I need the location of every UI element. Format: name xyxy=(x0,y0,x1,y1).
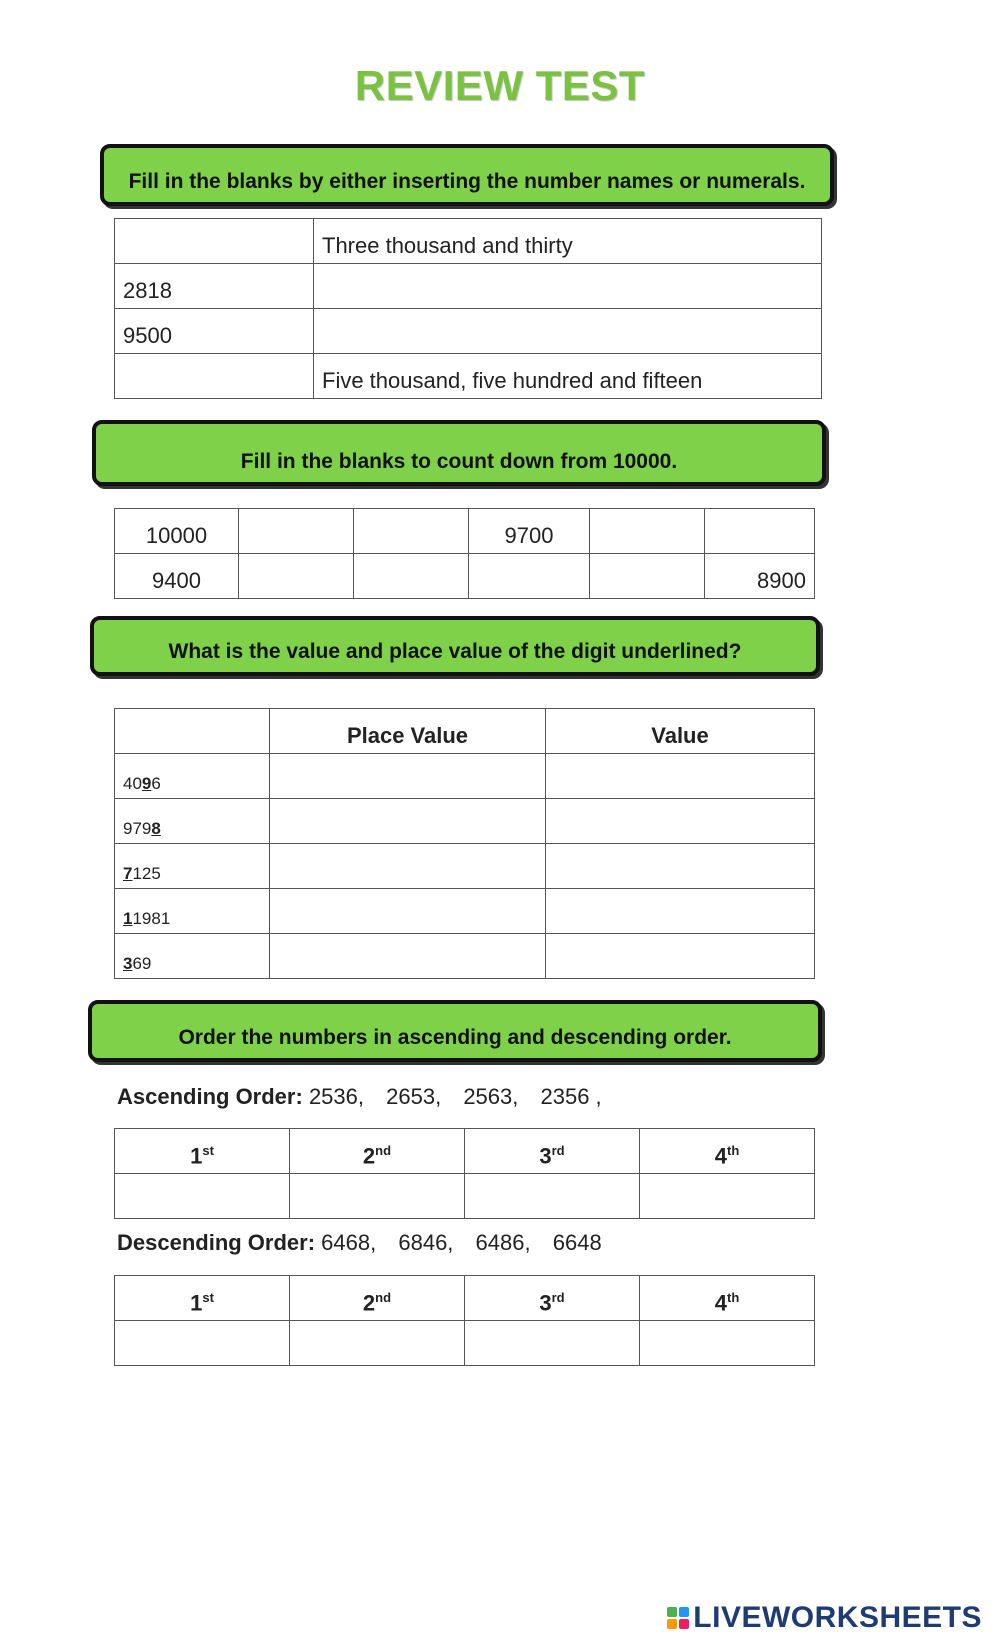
underlined-digit: 7 xyxy=(123,864,133,883)
section2-instruction: Fill in the blanks to count down from 10000. xyxy=(240,450,678,473)
ordinal-header: 3rd xyxy=(465,1276,640,1321)
section4-instruction: Order the numbers in ascending and descending order. xyxy=(178,1026,732,1049)
numeral-cell[interactable]: 2818 xyxy=(115,264,314,309)
numeral-cell[interactable]: 9500 xyxy=(115,309,314,354)
number-cell xyxy=(115,844,270,889)
count-cell[interactable]: 10000 xyxy=(115,509,239,554)
ascending-answer[interactable] xyxy=(465,1174,640,1219)
descending-number: 6486, xyxy=(475,1230,531,1255)
brand-name: LIVEWORKSHEETS xyxy=(693,1601,982,1634)
number-cell xyxy=(115,799,270,844)
ordinal-header: 2nd xyxy=(290,1276,465,1321)
section4-instruction-banner xyxy=(88,1000,822,1062)
place-value-table xyxy=(114,708,815,979)
section3-instruction: What is the value and place value of the digit underlined? xyxy=(168,640,742,663)
place-value-answer[interactable] xyxy=(270,889,546,934)
count-cell[interactable] xyxy=(469,554,590,599)
descending-answer[interactable] xyxy=(640,1321,815,1366)
section1-instruction: Fill in the blanks by either inserting the number names or numerals. xyxy=(128,170,806,193)
underlined-digit: 3 xyxy=(123,954,133,973)
ascending-number: 2563, xyxy=(463,1084,519,1109)
descending-number: 6648 xyxy=(552,1230,602,1255)
digits-before: 40 xyxy=(123,774,142,793)
section3-instruction-banner xyxy=(90,616,820,676)
ordinal-header: 1st xyxy=(115,1129,290,1174)
underlined-digit: 1 xyxy=(123,909,133,928)
ordinal-header: 3rd xyxy=(465,1129,640,1174)
value-answer[interactable] xyxy=(546,799,815,844)
count-cell[interactable]: 8900 xyxy=(705,554,815,599)
name-cell[interactable] xyxy=(314,264,822,309)
count-cell[interactable] xyxy=(239,509,354,554)
count-cell[interactable] xyxy=(239,554,354,599)
descending-number: 6468, xyxy=(321,1230,377,1255)
count-cell[interactable]: 9700 xyxy=(469,509,590,554)
descending-table xyxy=(114,1275,815,1366)
place-value-answer[interactable] xyxy=(270,934,546,979)
ordinal-header: 4th xyxy=(640,1276,815,1321)
ascending-number: 2653, xyxy=(386,1084,442,1109)
number-cell xyxy=(115,754,270,799)
value-header: Value xyxy=(546,709,815,754)
ascending-number: 2356 , xyxy=(540,1084,602,1109)
count-cell[interactable] xyxy=(590,554,705,599)
digits-after: 1981 xyxy=(132,909,171,928)
liveworksheets-logo[interactable] xyxy=(667,1601,982,1635)
ascending-number: 2536, xyxy=(308,1084,364,1109)
value-answer[interactable] xyxy=(546,844,815,889)
logo-icon xyxy=(667,1607,689,1629)
ascending-label: Ascending Order: xyxy=(117,1084,303,1109)
ascending-answer[interactable] xyxy=(640,1174,815,1219)
value-answer[interactable] xyxy=(546,754,815,799)
section2-instruction-banner xyxy=(92,420,826,486)
ascending-table xyxy=(114,1128,815,1219)
ascending-line xyxy=(117,1084,618,1110)
underlined-digit: 8 xyxy=(151,819,161,838)
number-names-table xyxy=(114,218,822,399)
place-value-header: Place Value xyxy=(270,709,546,754)
value-answer[interactable] xyxy=(546,934,815,979)
descending-answer[interactable] xyxy=(465,1321,640,1366)
count-cell[interactable]: 9400 xyxy=(115,554,239,599)
digits-after: 125 xyxy=(132,864,161,883)
digits-after: 69 xyxy=(132,954,152,973)
corner-cell xyxy=(115,709,270,754)
count-cell[interactable] xyxy=(705,509,815,554)
numeral-cell[interactable] xyxy=(115,219,314,264)
section1-instruction-banner xyxy=(100,144,834,206)
name-cell[interactable]: Three thousand and thirty xyxy=(314,219,822,264)
ordinal-header: 4th xyxy=(640,1129,815,1174)
digits-before: 979 xyxy=(123,819,152,838)
numeral-cell[interactable] xyxy=(115,354,314,399)
number-cell xyxy=(115,889,270,934)
descending-label: Descending Order: xyxy=(117,1230,316,1255)
ordinal-header: 1st xyxy=(115,1276,290,1321)
number-cell xyxy=(115,934,270,979)
place-value-answer[interactable] xyxy=(270,799,546,844)
ascending-answer[interactable] xyxy=(290,1174,465,1219)
descending-number: 6846, xyxy=(398,1230,454,1255)
descending-answer[interactable] xyxy=(115,1321,290,1366)
ascending-answer[interactable] xyxy=(115,1174,290,1219)
underlined-digit: 9 xyxy=(141,774,152,793)
count-cell[interactable] xyxy=(354,554,469,599)
digits-after: 6 xyxy=(151,774,161,793)
descending-answer[interactable] xyxy=(290,1321,465,1366)
name-cell[interactable] xyxy=(314,309,822,354)
place-value-answer[interactable] xyxy=(270,754,546,799)
value-answer[interactable] xyxy=(546,889,815,934)
place-value-answer[interactable] xyxy=(270,844,546,889)
page-title: REVIEW TEST xyxy=(354,62,646,109)
name-cell[interactable]: Five thousand, five hundred and fifteen xyxy=(314,354,822,399)
descending-line xyxy=(117,1230,618,1256)
count-cell[interactable] xyxy=(354,509,469,554)
ordinal-header: 2nd xyxy=(290,1129,465,1174)
count-cell[interactable] xyxy=(590,509,705,554)
count-down-table xyxy=(114,508,815,599)
